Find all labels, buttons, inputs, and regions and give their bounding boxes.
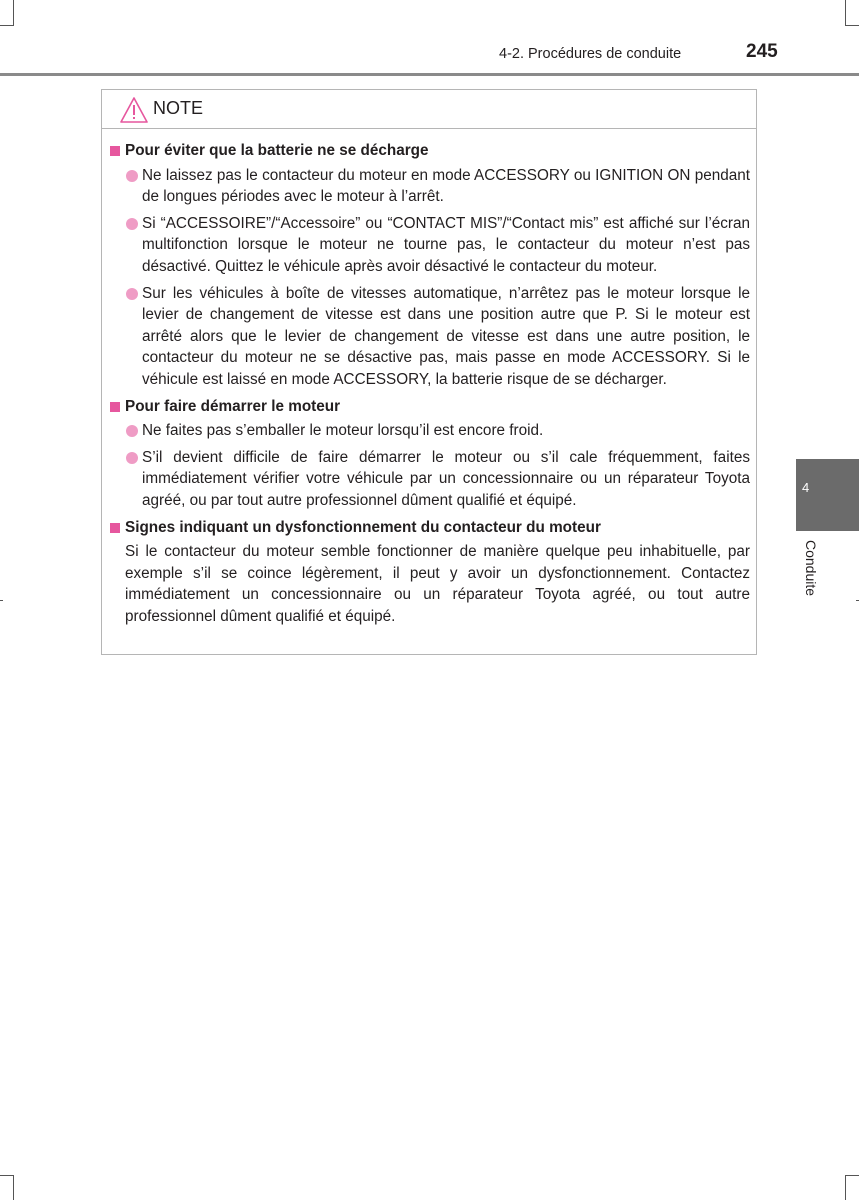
section-heading (109, 140, 750, 162)
pink-dot-icon (126, 425, 138, 437)
list-item-text: Ne laissez pas le contacteur du moteur en mode ACCESSORY ou IGNITION ON pendant de longues périodes avec le moteur à l’arrêt. (142, 166, 750, 206)
note-body (109, 140, 750, 627)
crop-mark (845, 0, 846, 26)
crop-mark (845, 1175, 846, 1200)
crop-mark (0, 1175, 14, 1176)
pink-square-icon (110, 523, 120, 533)
crop-mark (845, 1175, 859, 1176)
list-item (109, 283, 750, 391)
list-item-text: Ne faites pas s’emballer le moteur lorsqu’il est encore froid. (142, 422, 544, 440)
paragraph: Si le contacteur du moteur semble fonctionner de manière quelque peu inhabituelle, par exemple s’il se coince légèrement, il peut y avoir un dysfonctionnement. Contactez immédiatement un concessionnaire ou un réparateur Toyota agréé, ou tout autre professionnel dûment qualifié et équipé. (125, 543, 750, 625)
list-item-text: S’il devient difficile de faire démarrer le moteur ou s’il cale fréquemment, faites immédiatement vérifier votre véhicule par un concessionnaire ou un réparateur Toyota agréé, ou par tout autre professionnel dûment qualifié et équipé. (142, 448, 750, 509)
list-item-text: Sur les véhicules à boîte de vitesses automatique, n’arrêtez pas le moteur lorsque le levier de changement de vitesse est dans une position autre que P. Si le moteur est arrêté alors que le levier de changement de vitesse est dans une autre position, le contacteur du moteur ne se désactive pas, mais passe en mode ACCESSORY. Si le véhicule est laissé en mode ACCESSORY, la batterie risque de se décharger. (142, 284, 750, 388)
note-title: NOTE (153, 98, 204, 118)
crop-mark (845, 25, 859, 26)
section-heading-text: Pour faire démarrer le moteur (125, 397, 341, 415)
crop-mark (0, 25, 14, 26)
pink-dot-icon (126, 288, 138, 300)
list-item (109, 447, 750, 512)
section-title: 4-2. Procédures de conduite (499, 46, 682, 62)
note-box (101, 89, 757, 655)
list-item (109, 420, 750, 442)
section-heading (109, 396, 750, 418)
pink-square-icon (110, 402, 120, 412)
pink-dot-icon (126, 218, 138, 230)
chapter-label: Conduite (803, 540, 819, 597)
section-heading-text: Signes indiquant un dysfonctionnement du contacteur du moteur (125, 518, 601, 536)
section-heading-text: Pour éviter que la batterie ne se décharge (125, 142, 429, 159)
section-heading (109, 517, 750, 539)
pink-dot-icon (126, 452, 138, 464)
note-header (102, 90, 756, 129)
crop-mark (13, 0, 14, 26)
page-number: 245 (746, 41, 778, 62)
crop-mark (0, 600, 3, 601)
pink-square-icon (110, 146, 120, 156)
header-divider (0, 73, 859, 76)
pink-dot-icon (126, 170, 138, 182)
list-item-text: Si “ACCESSOIRE”/“Accessoire” ou “CONTACT MIS”/“Contact mis” est affiché sur l’écran multifonction lorsque le moteur ne tourne pas, le contacteur du moteur n’est pas désactivé. Quittez le véhicule après avoir désactivé le contacteur du moteur. (142, 214, 750, 275)
chapter-tab (796, 459, 859, 531)
warning-triangle-icon (119, 96, 149, 124)
list-item (109, 213, 750, 278)
crop-mark (13, 1175, 14, 1200)
list-item (109, 165, 750, 208)
chapter-number: 4 (802, 480, 810, 495)
